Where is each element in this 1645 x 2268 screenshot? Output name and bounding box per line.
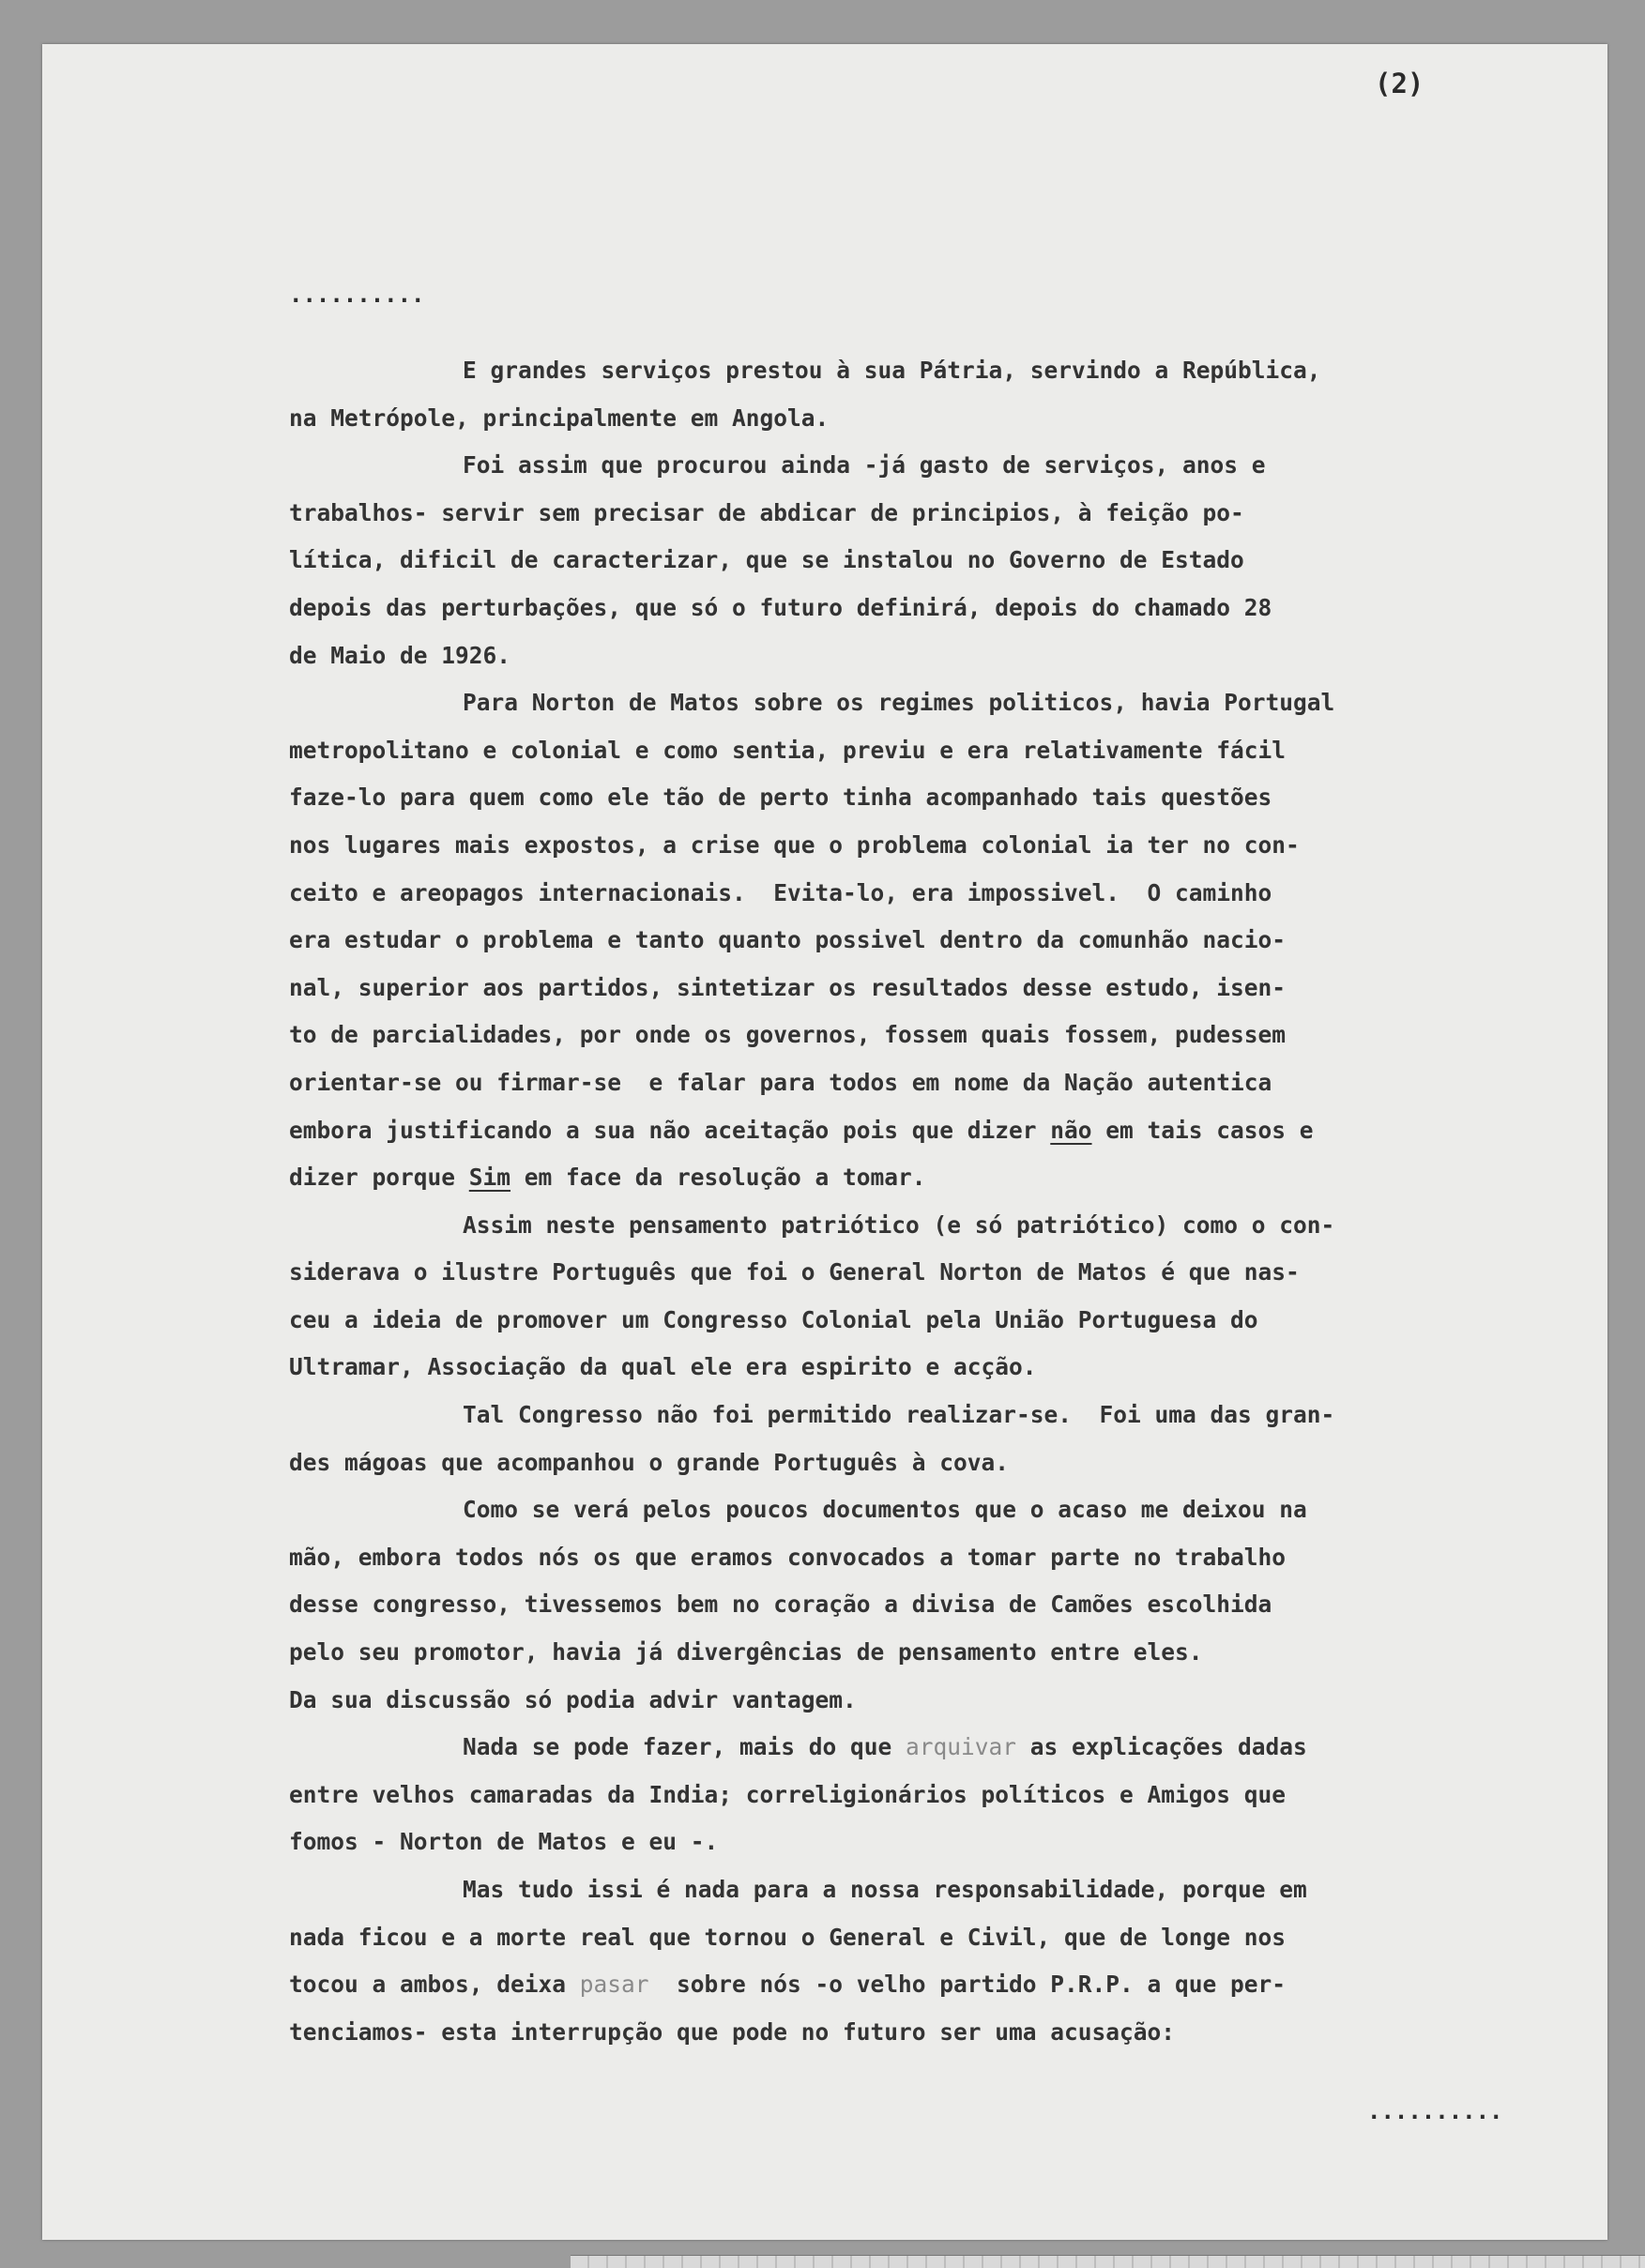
scan-scale-bar xyxy=(571,2255,1645,2268)
text-line-3: Foi assim que procurou ainda -já gasto de serviços, anos e xyxy=(463,451,1266,479)
page-number: (2) xyxy=(1375,68,1424,99)
text-line-4: trabalhos- servir sem precisar de abdicar de principios, à feição po- xyxy=(289,498,1244,526)
text-line-34: nada ficou e a morte real que tornou o General e Civil, que de longe nos xyxy=(289,1923,1287,1951)
text-line-29: Da sua discussão só podia advir vantagem. xyxy=(289,1685,857,1713)
text-line-28: pelo seu promotor, havia já divergências de pensamento entre eles. xyxy=(289,1638,1203,1667)
text-line-24: des mágoas que acompanhou o grande Português à cova. xyxy=(289,1448,1010,1476)
text-line-27: desse congresso, tivessemos bem no coração a divisa de Camões escolhida xyxy=(289,1591,1272,1619)
text-line-36: tenciamos- esta interrupção que pode no futuro ser uma acusação: xyxy=(289,2017,1176,2046)
text-line-11: nos lugares mais expostos, a crise que o problema colonial ia ter no con- xyxy=(289,830,1300,859)
text-line-16: orientar-se ou firmar-se e falar para todos em nome da Nação autentica xyxy=(289,1068,1272,1096)
text-line-23: Tal Congresso não foi permitido realizar-se. Foi uma das gran- xyxy=(463,1401,1335,1429)
text-line-20: siderava o ilustre Português que foi o General Norton de Matos é que nas- xyxy=(289,1258,1300,1286)
text-line-18: dizer porque Sim em face da resolução a tomar. xyxy=(289,1164,926,1192)
text-line-13: era estudar o problema e tanto quanto possivel dentro da comunhão nacio- xyxy=(289,926,1287,954)
continuation-dots-bottom: .......... xyxy=(1367,2098,1503,2124)
text-line-21: ceu a ideia de promover um Congresso Colonial pela União Portuguesa do xyxy=(289,1305,1258,1333)
text-line-5: lítica, dificil de caracterizar, que se instalou no Governo de Estado xyxy=(289,546,1244,574)
text-line-26: mão, embora todos nós os que eramos convocados a tomar parte no trabalho xyxy=(289,1543,1287,1571)
text-line-22: Ultramar, Associação da qual ele era espirito e acção. xyxy=(289,1353,1037,1381)
text-line-7: de Maio de 1926. xyxy=(289,641,511,669)
text-line-35: tocou a ambos, deixa pasar sobre nós -o velho partido P.R.P. a que per- xyxy=(289,1971,1287,1999)
text-line-2: na Metrópole, principalmente em Angola. xyxy=(289,403,830,432)
faint-word-pasar: pasar xyxy=(579,1971,649,1999)
text-line-19: Assim neste pensamento patriótico (e só patriótico) como o con- xyxy=(463,1210,1335,1239)
underlined-nao: não xyxy=(1050,1116,1092,1144)
faint-word-arquivar: arquivar xyxy=(906,1733,1017,1761)
continuation-dots-top: .......... xyxy=(289,282,425,308)
text-line-17: embora justificando a sua não aceitação pois que dizer não em tais casos e xyxy=(289,1116,1314,1144)
text-line-9: metropolitano e colonial e como sentia, previu e era relativamente fácil xyxy=(289,736,1287,764)
text-line-30: Nada se pode fazer, mais do que arquivar as explicações dadas xyxy=(463,1733,1307,1761)
text-line-12: ceito e areopagos internacionais. Evita-lo, era impossivel. O caminho xyxy=(289,878,1272,906)
text-line-15: to de parcialidades, por onde os governos, fossem quais fossem, pudessem xyxy=(289,1021,1287,1049)
text-line-8: Para Norton de Matos sobre os regimes politicos, havia Portugal xyxy=(463,689,1335,717)
underlined-sim: Sim xyxy=(468,1164,511,1192)
text-line-10: faze-lo para quem como ele tão de perto tinha acompanhado tais questões xyxy=(289,784,1272,812)
text-line-25: Como se verá pelos poucos documentos que o acaso me deixou na xyxy=(463,1496,1307,1524)
text-line-1: E grandes serviços prestou à sua Pátria, servindo a República, xyxy=(463,357,1321,384)
typewritten-body xyxy=(289,347,1556,2056)
text-line-31: entre velhos camaradas da India; correligionários políticos e Amigos que xyxy=(289,1780,1287,1808)
text-line-14: nal, superior aos partidos, sintetizar os resultados desse estudo, isen- xyxy=(289,973,1287,1001)
text-line-33: Mas tudo issi é nada para a nossa responsabilidade, porque em xyxy=(463,1876,1307,1903)
text-line-6: depois das perturbações, que só o futuro definirá, depois do chamado 28 xyxy=(289,593,1272,621)
text-line-32: fomos - Norton de Matos e eu -. xyxy=(289,1828,719,1856)
